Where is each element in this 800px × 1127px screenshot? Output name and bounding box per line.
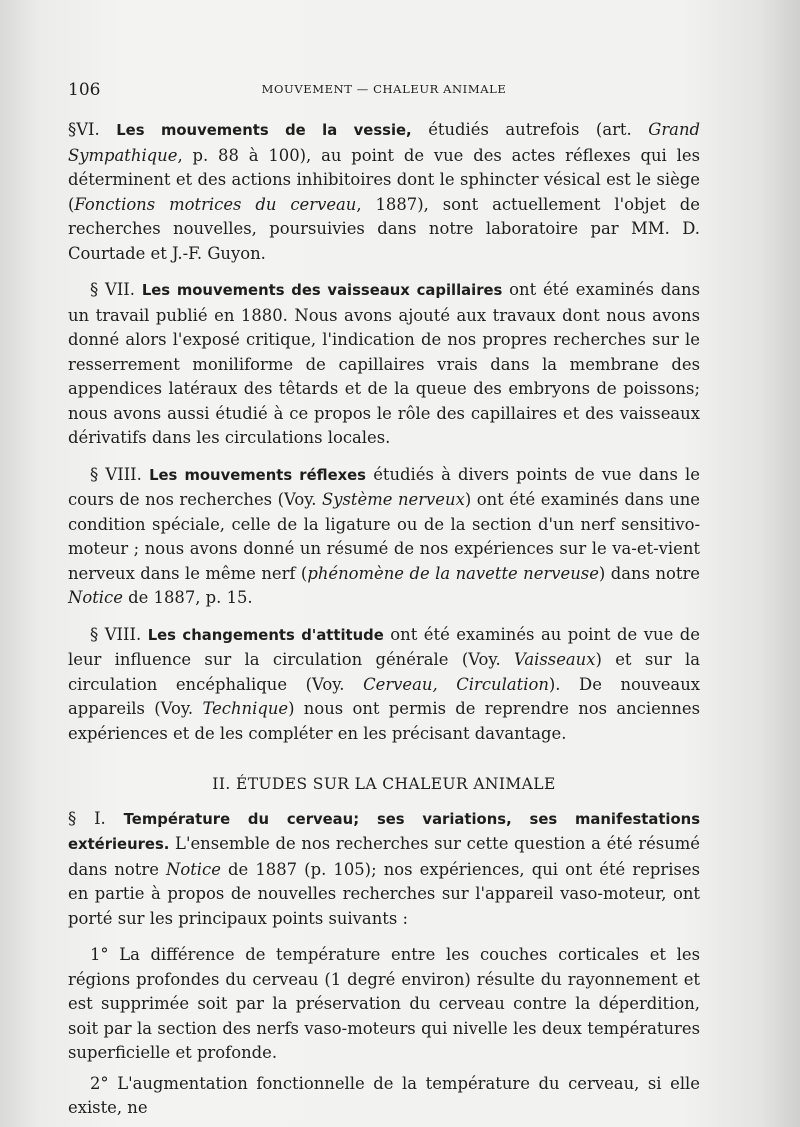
paragraph-text: L'ensemble de nos recherches sur cette question a été résumé dans notre xyxy=(68,834,700,879)
paragraph-capillaires xyxy=(68,278,700,451)
paragraph-attitude xyxy=(68,623,700,747)
paragraph-lead: Les mouvements de la vessie, xyxy=(116,122,412,139)
list-item: 2° L'augmentation fonctionnelle de la température du cerveau, si elle existe, ne xyxy=(68,1073,700,1117)
paragraph-lead: Les changements d'attitude xyxy=(147,626,384,644)
paragraph-italic: Fonctions motrices du cerveau xyxy=(74,194,357,214)
paragraph-text: ). De nouveaux appareils (Voy. xyxy=(68,674,700,718)
paragraph-vessie xyxy=(68,118,700,266)
paragraph-text: de 1887, p. 15. xyxy=(122,588,253,607)
paragraph-text: , 1887), sont actuellement l'objet de recherches nouvelles, poursuivies dans notre laboratoire par MM. D. Courtade et J.-F. Guyon. xyxy=(68,194,700,263)
paragraph-temperature xyxy=(68,807,700,932)
paragraph-lead: Les mouvements réflexes xyxy=(149,466,366,484)
section-mark: § VIII. xyxy=(90,464,142,484)
running-head: MOUVEMENT — CHALEUR ANIMALE xyxy=(261,82,507,96)
paragraph-italic: Notice xyxy=(68,588,123,607)
paragraph-italic: Grand Sympathique xyxy=(68,120,700,165)
paragraph-text: étudiés autrefois (art. xyxy=(411,120,649,139)
page-header xyxy=(68,80,700,100)
section-mark: §VI. xyxy=(68,120,100,139)
paragraph-italic: phénomène de la navette nerveuse xyxy=(307,563,599,583)
paragraph-lead: Température du cerveau; ses variations, ses manifestations extérieures. xyxy=(68,810,700,853)
paragraph-italic: Notice xyxy=(166,859,221,879)
paragraph-text: ) nous ont permis de reprendre nos anciennes expériences et de les compléter en les précisant davantage. xyxy=(68,699,701,743)
paragraph-reflexes xyxy=(68,463,700,611)
section-mark: § I. xyxy=(68,808,106,828)
paragraph-text: ) et sur la circulation encéphalique (Voy. xyxy=(68,650,700,694)
paragraph-text: ont été examinés dans un travail publié en 1880. Nous avons ajouté aux travaux dont nous avons donné alors l'exposé critique, l'indication de nos propres recherches sur le resserrement moniliforme de capillaires vrais dans la membrane des appendices latéraux des têtards et de la queue des embryons de poissons; nous avons aussi étudié à ce propos le rôle des capillaires et des vaisseaux dérivatifs dans les circulations locales. xyxy=(68,280,700,447)
paragraph-text: ) dans notre xyxy=(598,563,700,583)
page-number: 106 xyxy=(68,80,101,100)
paragraph-italic: Système nerveux xyxy=(322,490,465,509)
section-mark: § VIII. xyxy=(90,624,142,644)
paragraph-italic: Technique xyxy=(202,699,289,718)
paragraph-text: étudiés à divers points de vue dans le cours de nos recherches (Voy. xyxy=(68,464,700,509)
paragraph-text: , p. 88 à 100), au point de vue des actes réflexes qui les déterminent et des actions inhibitoires dont le sphincter vésical est le siège ( xyxy=(68,145,700,214)
section-mark: § VII. xyxy=(90,280,135,299)
paragraph-italic: Cerveau, Circulation xyxy=(363,674,549,694)
list-item: 1° La différence de température entre les couches corticales et les régions profondes du cerveau (1 degré environ) résulte du rayonnement et est supprimée soit par la préservation du cerveau contre la déperdition, soit par la section des nerfs vaso-moteurs qui nivelle les deux températures superficielle et profonde. xyxy=(68,945,700,1062)
section-title: II. ÉTUDES SUR LA CHALEUR ANIMALE xyxy=(212,775,556,793)
paragraph-text: de 1887 (p. 105); nos expériences, qui ont été reprises en partie à propos de nouvelles recherches sur l'appareil vaso-moteur, ont porté sur les principaux points suivants : xyxy=(68,859,701,928)
page-body xyxy=(68,118,700,1127)
paragraph-text: ont été examinés au point de vue de leur influence sur la circulation générale (Voy. xyxy=(68,624,700,669)
paragraph-italic: Vaisseaux xyxy=(514,650,596,669)
paragraph-text: ) ont été examinés dans une condition spéciale, celle de la ligature ou de la section d'un nerf sensitivo-moteur ; nous avons donné un résumé de nos expériences sur le va-et-vient nerveux dans le même nerf ( xyxy=(68,490,701,583)
paragraph-lead: Les mouvements des vaisseaux capillaires xyxy=(141,282,503,299)
